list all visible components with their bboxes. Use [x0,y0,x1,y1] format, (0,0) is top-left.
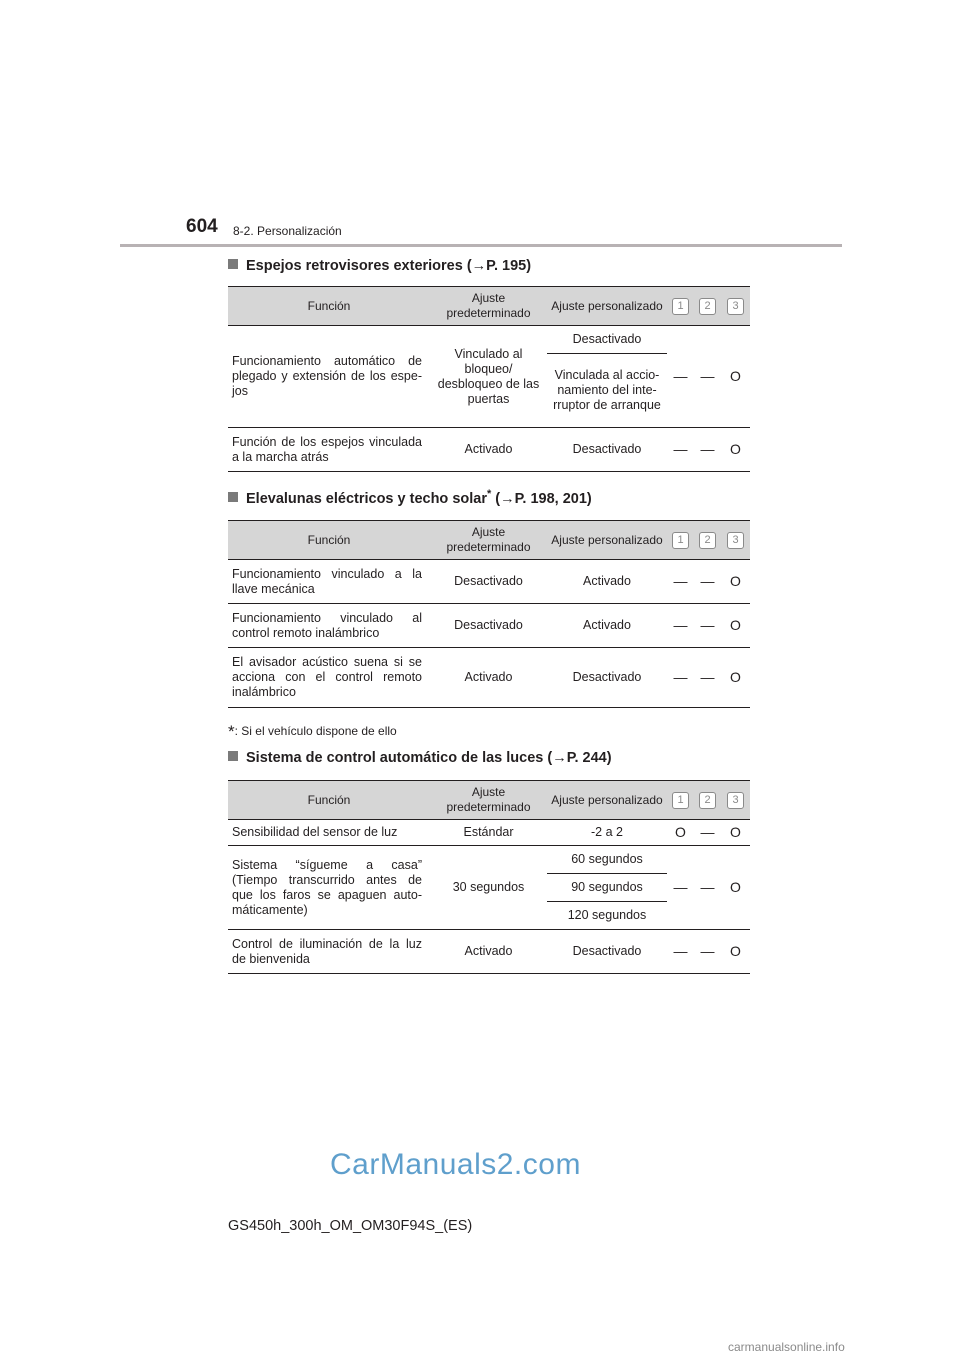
number-1-icon: 1 [672,298,689,315]
mark-cell: — [694,820,721,846]
mark-cell: — [667,326,694,428]
windows-table [228,520,750,708]
table-row [228,560,750,604]
square-bullet-icon [228,259,238,269]
page-number: 604 [186,216,218,237]
mark-cell: O [721,648,750,708]
table-row [228,846,750,874]
mark-cell: O [667,820,694,846]
custom-cell: -2 a 2 [547,820,667,846]
mark-cell: — [694,326,721,428]
lights-table [228,780,750,974]
section-heading-lights [228,750,612,766]
mark-cell: O [721,930,750,974]
heading-text: Elevalunas eléctricos y techo solar [246,490,487,507]
custom-cell: 90 segundos [547,874,667,902]
function-cell: Sensibilidad del sensor de luz [228,820,430,846]
number-2-icon: 2 [699,532,716,549]
heading-page-ref: (→P. 198, 201) [491,490,592,507]
col-default: Ajuste predeterminado [430,287,547,326]
section-heading-mirrors [228,258,531,274]
function-cell: Funcionamiento vinculado a la llave mecánica [228,560,430,604]
mark-cell: O [721,846,750,930]
mark-cell: — [667,428,694,472]
function-cell: Función de los espejos vinculada a la marcha atrás [228,428,430,472]
col-function: Función [228,287,430,326]
custom-cell: Desactivado [547,930,667,974]
col-function: Función [228,521,430,560]
function-cell: Sistema “sígueme a casa” (Tiempo transcurrido antes de que los faros se apaguen auto- máticamente) [228,846,430,930]
table-row [228,648,750,708]
square-bullet-icon [228,492,238,502]
custom-cell: 60 segundos [547,846,667,874]
col-default: Ajuste predeterminado [430,521,547,560]
document-code: GS450h_300h_OM_OM30F94S_(ES) [228,1218,473,1234]
custom-cell: Desactivado [547,648,667,708]
watermark-text: carmanualsonline.info [728,1340,845,1354]
number-3-icon: 3 [727,792,744,809]
mark-cell: — [694,648,721,708]
table-header-row [228,521,750,560]
mark-cell: O [721,326,750,428]
watermark-link[interactable]: CarManuals2.com [330,1148,581,1181]
col-function: Función [228,781,430,820]
custom-cell: 120 segundos [547,902,667,930]
mark-cell: — [694,560,721,604]
heading-text: Espejos retrovisores exteriores (→P. 195) [246,258,532,274]
mark-cell: — [694,604,721,648]
mark-cell: — [667,648,694,708]
table-header-row [228,287,750,326]
default-cell: Desactivado [430,604,547,648]
function-cell: El avisador acústico suena si se acciona con el control remoto inalámbrico [228,648,430,708]
number-3-icon: 3 [727,298,744,315]
number-1-icon: 1 [672,532,689,549]
section-heading-windows [228,488,592,507]
mark-cell: — [667,846,694,930]
mark-cell: — [667,604,694,648]
default-cell: Desactivado [430,560,547,604]
mark-cell: — [694,428,721,472]
number-3-icon: 3 [727,532,744,549]
function-cell: Funcionamiento automático de plegado y extensión de los espe- jos [228,326,430,428]
mark-cell: — [694,930,721,974]
table-header-row [228,781,750,820]
mark-cell: O [721,428,750,472]
col-custom: Ajuste personalizado [547,287,667,326]
footnote-text: : Si el vehículo dispone de ello [234,724,397,738]
table-row [228,326,750,354]
function-cell: Control de iluminación de la luz de bienvenida [228,930,430,974]
mark-cell: — [667,560,694,604]
footnote [228,722,397,742]
custom-cell: Activado [547,604,667,648]
col-custom: Ajuste personalizado [547,781,667,820]
section-title: 8-2. Personalización [233,224,342,238]
mirrors-table [228,286,750,472]
col-custom: Ajuste personalizado [547,521,667,560]
custom-cell: Desactivado [547,428,667,472]
table-row [228,820,750,846]
mark-cell: — [667,930,694,974]
default-cell: Estándar [430,820,547,846]
number-2-icon: 2 [699,298,716,315]
mark-cell: O [721,820,750,846]
custom-cell: Activado [547,560,667,604]
col-default: Ajuste predeterminado [430,781,547,820]
table-row [228,428,750,472]
default-cell: Activado [430,648,547,708]
default-cell: 30 segundos [430,846,547,930]
function-cell: Funcionamiento vinculado al control remoto inalámbrico [228,604,430,648]
mark-cell: O [721,604,750,648]
custom-cell: Vinculada al accio- namiento del inte- rruptor de arranque [547,354,667,428]
number-1-icon: 1 [672,792,689,809]
number-2-icon: 2 [699,792,716,809]
square-bullet-icon [228,751,238,761]
table-row [228,604,750,648]
table-row [228,930,750,974]
default-cell: Activado [430,428,547,472]
footnote-mark: * [486,488,492,500]
footnote-mark: * [228,722,235,741]
custom-cell: Desactivado [547,326,667,354]
heading-text: Sistema de control automático de las luces (→P. 244) [246,750,612,766]
mark-cell: — [694,846,721,930]
header-rule [120,244,842,247]
default-cell: Activado [430,930,547,974]
default-cell: Vinculado al bloqueo/ desbloqueo de las puertas [430,326,547,428]
mark-cell: O [721,560,750,604]
